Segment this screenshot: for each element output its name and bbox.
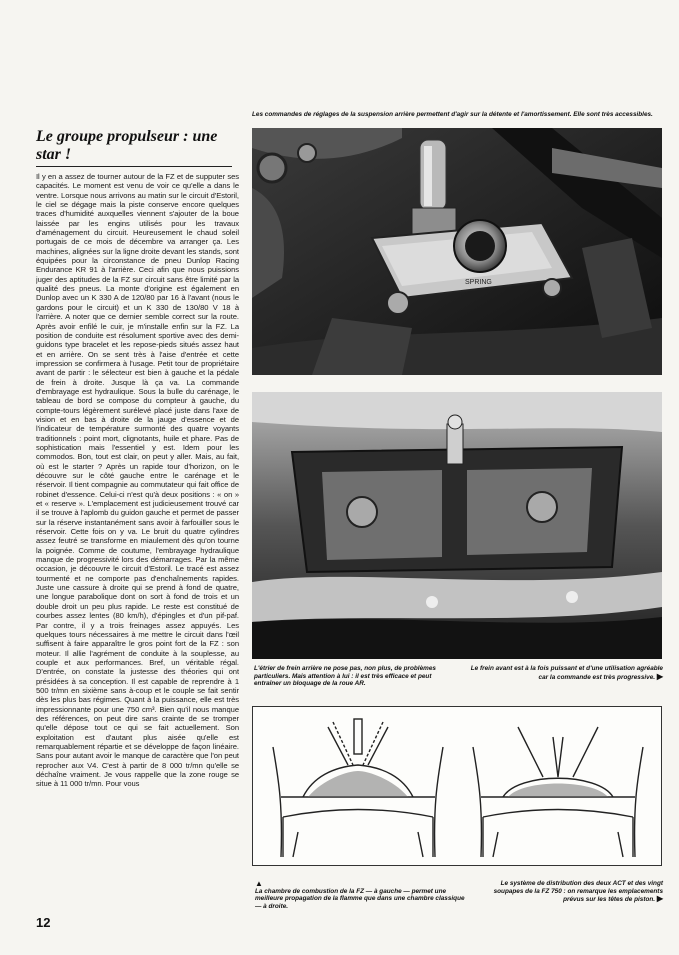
section-heading: Le groupe propulseur : une star ! (36, 128, 218, 163)
caption-front-brake-text: Le frein avant est à la fois puissant et d'une utilisation agréable car la commande est très progressive. (470, 665, 663, 681)
combustion-chamber-diagram (252, 706, 662, 866)
page-number: 12 (36, 915, 51, 930)
photo-suspension-controls (252, 128, 662, 375)
up-triangle-icon: ▲ (255, 879, 263, 888)
caption-suspension-controls: Les commandes de réglages de la suspension arrière permettent d'agir sur la détente et l'amortissement. Elle sont très accessibles. (252, 111, 653, 118)
photo-brake-illustration (252, 392, 662, 659)
photo-suspension-illustration (252, 128, 662, 375)
caption-distribution-system-text: Le système de distribution des deux ACT et des vingt soupapes de la FZ 750 : on remarque les emplacements prévus sur les têtes de piston. (493, 880, 663, 904)
caption-combustion-chamber-text: La chambre de combustion de la FZ — à gauche — permet une meilleure propagation de la flamme que dans une chambre classique — à droite. (255, 887, 465, 910)
article-body: Il y en a assez de tourner autour de la FZ et de supputer ses capacités. Le moment est venu de voir ce qu'elle a dans le ventre. Lorsque nous arrivons au matin sur le circuit d'Estoril, le ciel se dégage mais la piste conserve encore quelques traces d'humidité auxquelles viennent s'ajouter de la boue laissée par les engins utilisés pour les travaux d'aménagement du circuit. Heureusement le chaud soleil portugais de ce mois de décembre va arranger ça. Les machines, alignées sur la ligne droite devant les stands, sont équipées pour la circonstance de pneu Dunlop Racing Endurance KR 91 à l'arrière. Ceci afin que nous puissions juger des aptitudes de la FZ sur circuit sans être limité par la qualité des pneus. La monte d'origine est également en Dunlop avec un K 330 A de 120/80 par 16 à l'avant (nous le gardons pour le circuit) et un K 330 de 130/80 V 18 à l'arrière. A noter que ce dernier semble correct sur la route. Après avoir enfilé le cuir, je m'installe enfin sur la FZ. La position de conduite est résolument sportive avec des demi-guidons type bracelet et les repose-pieds situés assez haut et en arrière. On se sent très à l'aise d'entrée et cette impression se confirmera à l'usage. Petit tour de propriétaire avant de partir : le sélecteur est bien à gauche et la pédale de frein à droite. Jusque là ça va. La commande d'embrayage est hydraulique. Sous la bulle du carénage, le tableau de bord se compose du compteur à gauche, du compte-tours légèrement surélevé placé juste dans l'axe de vision et en bas à droite de la jauge d'essence et de l'indicateur de température surmonté des quatre voyants traditionnels : point mort, clignotants, huile et phare. Pas de sophistication mais l'essentiel y est. Idem pour les commodos. Bon, tout est clair, on peut y aller. Mais, au fait, où est le starter ? Après un rapide tour d'horizon, on le découvre sur le côté gauche entre le carénage et le réservoir. Il tient compagnie au commutateur qui fait office de robinet d'essence. Celui-ci n'est qu'à deux positions : « on » et « reserve ». L'emplacement est judicieusement trouvé car il se trouve à l'aplomb du guidon gauche et permet de passer sur la réserve instantanément sans avoir à farfouiller sous le réservoir. Cette fois on y va. Le bruit du quatre cylindres assez feutré se transforme en miaulement dès qu'on tourne la poignée. Comme de coutume, l'embrayage hydraulique manque de progressivité lors des démarrages. Par la même occasion, je découvre le circuit d'Estoril. Le tracé est assez tourmenté et ne comporte pas d'enchaînements rapides. Juste une cassure à droite qui se prend à fond de quatre, une longue parabolique dont on sort à fond de trois et un double droit un peu plus rapide. Le reste est constitué de courbes assez lentes (80 km/h), d'épingles et d'un pif-paf. Par contre, il y a trois freinages assez appuyés. Les quelques tours nécessaires à me mettre le circuit dans l'œil suffisent à faire apparaître le gros point fort de la FZ : son moteur. Il allie l'agrément de conduite à la souplesse, au couple et aux performances. Bref, un véritable régal. D'entrée, on constate la justesse des théories qui ont présidées à sa conception. Il est capable de reprendre à 1 500 tr/mn en sixième sans à-coup et le couple se fait sentir dès les plus bas régimes. Quant à la puissance, elle est très impressionnante pour une 750 cm³. Bien qu'il nous manque des références, on peut dire sans crainte de se tromper qu'elle dépose tout ce qui se fait actuellement. Son exploitation est d'autant plus aisée qu'elle est remarquablement répartie et se développe de façon linéaire. Sans pour autant avoir le manque de caractère que l'on peut reprocher aux V4. C'est à partir de 8 000 tr/mn qu'elle se déchaîne vraiment. Je vous rappelle que la zone rouge se situe à 11 000 tr/mn. Pour vous (36, 172, 239, 789)
heading-divider (36, 166, 232, 167)
right-triangle-icon: ▶ (656, 894, 663, 904)
right-triangle-icon: ▶ (656, 671, 663, 681)
caption-distribution-system (475, 880, 663, 904)
caption-combustion-chamber (255, 880, 465, 910)
caption-front-brake (470, 665, 663, 681)
photo-spring-label: SPRING (465, 279, 492, 286)
caption-rear-brake: L'étrier de frein arrière ne pose pas, non plus, de problèmes particuliers. Mais attention à lui : il est très efficace et peut entraîner un bloquage de la roue AR. (254, 665, 436, 688)
photo-rear-brake-caliper (252, 392, 662, 659)
diagram-illustration (253, 707, 661, 865)
